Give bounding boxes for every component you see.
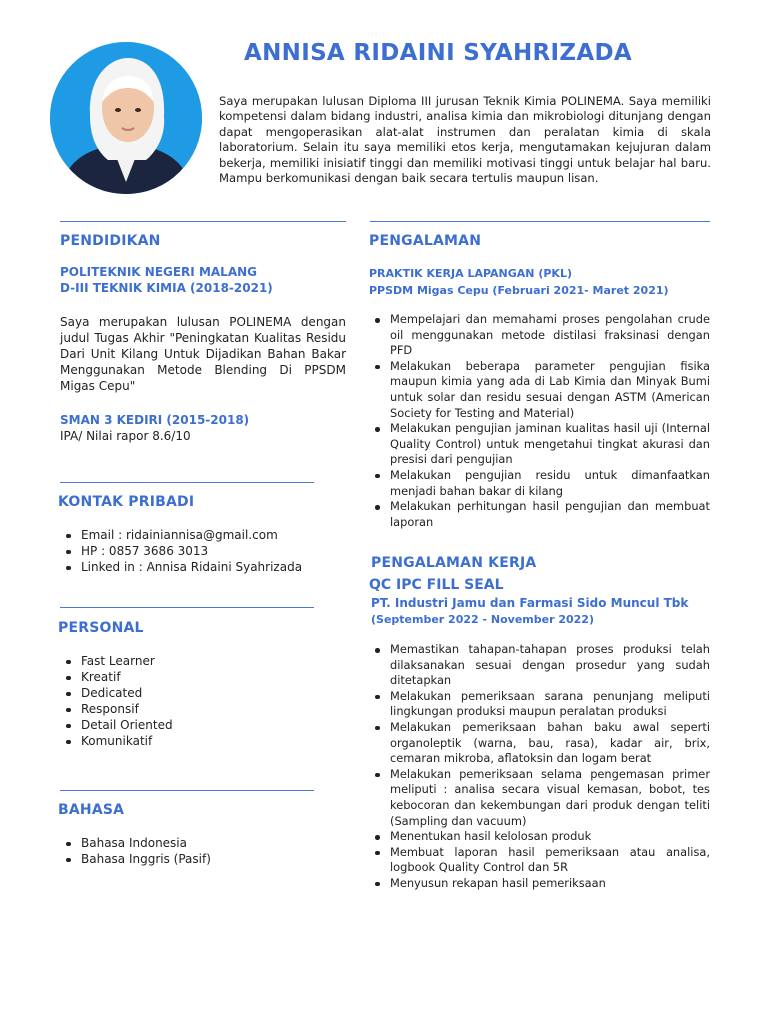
list-item: Melakukan beberapa parameter pengujian fisika maupun kimia yang ada di Lab Kimia dan Minyak Bumi untuk solar dan residu sesuai dengan ASTM (American Society for Testing and Material) <box>369 359 710 421</box>
section-heading-personal: PERSONAL <box>58 620 144 636</box>
list-item: Membuat laporan hasil pemeriksaan atau analisa, logbook Quality Control dan 5R <box>369 845 710 876</box>
internship-place: PPSDM Migas Cepu (Februari 2021- Maret 2021) <box>369 284 669 297</box>
education-description: Saya merupakan lulusan POLINEMA dengan judul Tugas Akhir "Peningkatan Kualitas Residu Dari Unit Kilang Untuk Dijadikan Bahan Bakar Menggunakan Metode Blending Di PPSDM Migas Cepu" <box>60 315 346 393</box>
section-heading-kontak: KONTAK PRIBADI <box>58 494 195 510</box>
divider <box>60 790 314 791</box>
school-name: POLITEKNIK NEGERI MALANG <box>60 265 257 279</box>
list-item: Fast Learner <box>60 653 310 669</box>
list-item: Menyusun rekapan hasil pemeriksaan <box>369 876 710 892</box>
job-list <box>369 642 710 892</box>
contact-list <box>60 527 340 575</box>
contact-phone: HP : 0857 3686 3013 <box>60 543 340 559</box>
school-program: D-III TEKNIK KIMIA (2018-2021) <box>60 281 273 295</box>
list-item: Bahasa Indonesia <box>60 835 310 851</box>
job-position: QC IPC FILL SEAL <box>369 577 504 593</box>
school-score: IPA/ Nilai rapor 8.6/10 <box>60 429 191 443</box>
list-item: Mempelajari dan memahami proses pengolahan crude oil menggunakan metode distilasi fraksinasi dengan PFD <box>369 312 710 359</box>
list-item: Komunikatif <box>60 733 310 749</box>
list-item: Detail Oriented <box>60 717 310 733</box>
divider <box>60 607 314 608</box>
candidate-name: ANNISA RIDAINI SYAHRIZADA <box>244 40 632 66</box>
job-company: PT. Industri Jamu dan Farmasi Sido Muncul Tbk <box>371 596 689 610</box>
divider <box>370 221 710 222</box>
intro-paragraph: Saya merupakan lulusan Diploma III jurusan Teknik Kimia POLINEMA. Saya memiliki kompetensi dalam bidang industri, analisa kimia dan mikrobiologi ditunjang dengan dapat mengoperasikan alat-alat instrumen dan peralatan kimia di skala laboratorium. Selain itu saya memiliki etos kerja, mengutamakan kejujuran dalam bekerja, memiliki inisiatif tinggi dan memiliki motivasi tinggi untuk belajar hal baru. Mampu berkomunikasi dengan baik secara tertulis maupun lisan. <box>219 94 711 186</box>
contact-linkedin: Linked in : Annisa Ridaini Syahrizada <box>60 559 340 575</box>
education-polinema <box>60 264 346 296</box>
section-heading-bahasa: BAHASA <box>58 802 125 818</box>
list-item: Menentukan hasil kelolosan produk <box>369 829 710 845</box>
list-item: Melakukan pemeriksaan selama pengemasan primer meliputi : analisa secara visual kemasan, bobot, tes kebocoran dan kekembungan dari produk dengan teliti (Sampling dan vacuum) <box>369 767 710 829</box>
internship-title: PRAKTIK KERJA LAPANGAN (PKL) <box>369 267 572 280</box>
divider <box>60 221 346 222</box>
list-item: Melakukan pengujian jaminan kualitas hasil uji (Internal Quality Control) untuk mengetahui tingkat akurasi dan presisi dari pengujian <box>369 421 710 468</box>
list-item: Melakukan pengujian residu untuk dimanfaatkan menjadi bahan bakar di kilang <box>369 468 710 499</box>
list-item: Melakukan pemeriksaan sarana penunjang meliputi lingkungan produksi maupun peralatan produksi <box>369 689 710 720</box>
list-item: Bahasa Inggris (Pasif) <box>60 851 310 867</box>
contact-email: Email : ridainiannisa@gmail.com <box>60 527 340 543</box>
internship-list <box>369 312 710 530</box>
list-item: Melakukan perhitungan hasil pengujian dan membuat laporan <box>369 499 710 530</box>
section-heading-pengalaman: PENGALAMAN <box>369 233 482 249</box>
section-heading-kerja: PENGALAMAN KERJA <box>371 555 537 571</box>
list-item: Kreatif <box>60 669 310 685</box>
list-item: Dedicated <box>60 685 310 701</box>
personal-list <box>60 653 310 749</box>
list-item: Responsif <box>60 701 310 717</box>
profile-photo <box>50 42 202 194</box>
divider <box>60 482 314 483</box>
section-heading-pendidikan: PENDIDIKAN <box>60 233 161 249</box>
language-list <box>60 835 310 867</box>
list-item: Memastikan tahapan-tahapan proses produksi telah dilaksanakan sesuai dengan prosedur yang sudah ditetapkan <box>369 642 710 689</box>
job-period: (September 2022 - November 2022) <box>371 613 594 626</box>
school-name-sman: SMAN 3 KEDIRI (2015-2018) <box>60 413 250 427</box>
list-item: Melakukan pemeriksaan bahan baku awal seperti organoleptik (warna, bau, rasa), kadar air, brix, cemaran mikroba, aflatoksin dan logam berat <box>369 720 710 767</box>
